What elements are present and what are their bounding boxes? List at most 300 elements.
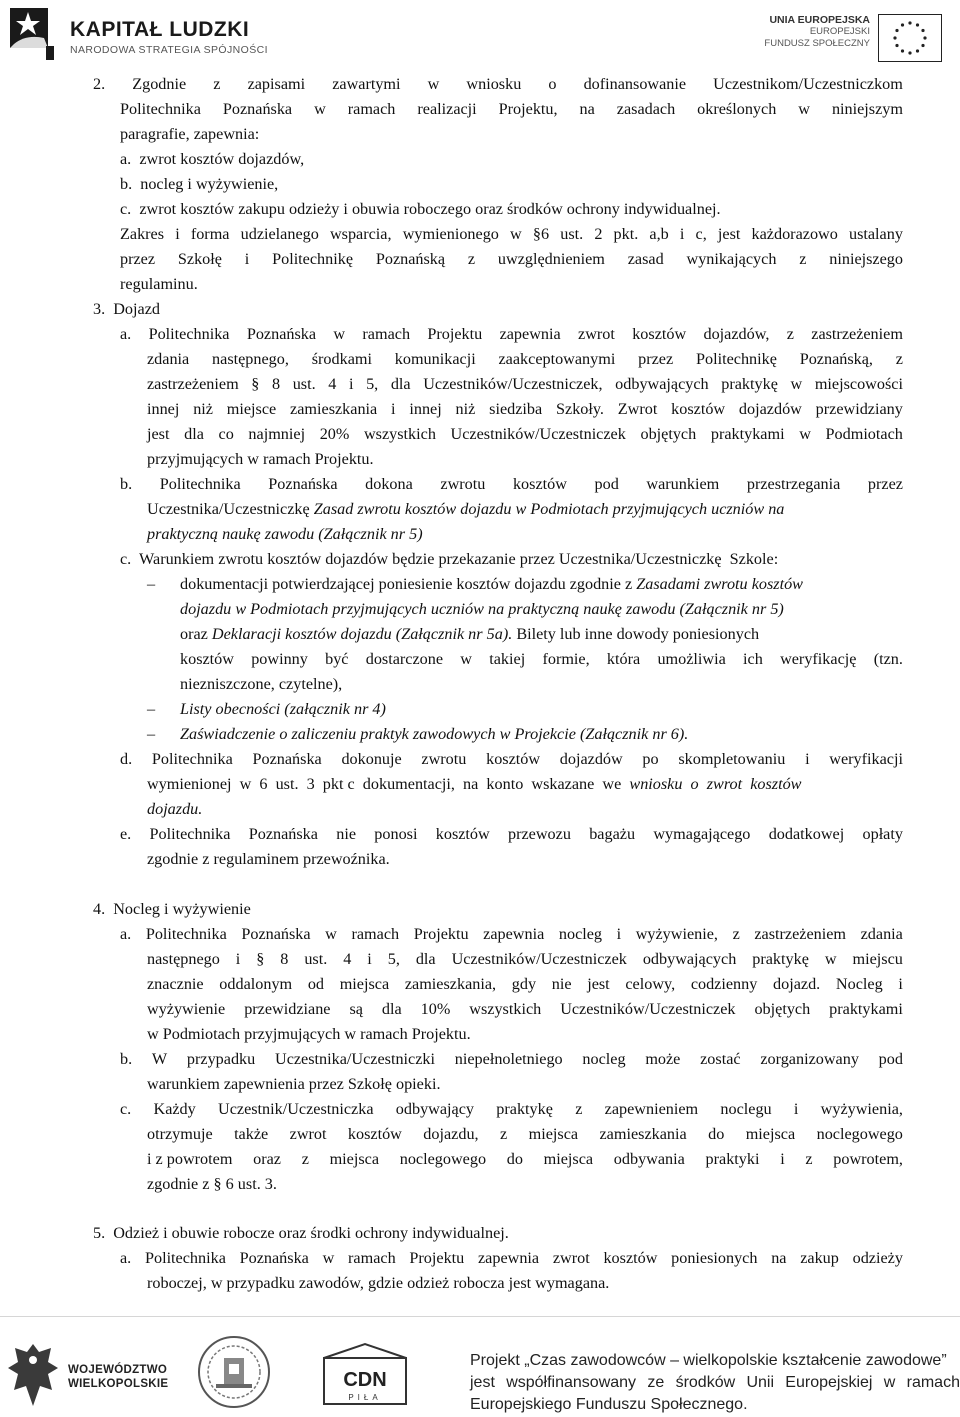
word: z xyxy=(467,250,476,268)
word: zapisami xyxy=(247,75,306,93)
word: zapewnia xyxy=(483,925,545,943)
word: kosztów xyxy=(435,825,490,843)
politechnika-poznanska-seal-icon xyxy=(196,1334,272,1410)
word: także xyxy=(234,1125,269,1143)
word: wszystkich xyxy=(469,1000,542,1018)
word: przewidziany xyxy=(815,400,903,418)
word: 2. xyxy=(93,75,106,93)
word: ich xyxy=(743,650,763,668)
text-line xyxy=(120,750,903,769)
word: Politechnikę xyxy=(272,250,354,268)
word: zwrot xyxy=(552,1249,590,1267)
word: w xyxy=(824,950,837,968)
word: ponosi xyxy=(374,825,418,843)
text-line xyxy=(180,625,759,644)
word: Politechnika xyxy=(145,925,227,943)
text-line: przyjmujących w ramach Projektu. xyxy=(147,450,374,468)
word: a,b xyxy=(649,225,669,243)
word: noclegowego xyxy=(399,1150,487,1168)
form-reference: dojazdu. xyxy=(147,800,203,818)
wielkopolska-eagle-crest-icon xyxy=(6,1340,60,1410)
word: ramach xyxy=(906,1374,960,1391)
word: jest xyxy=(147,425,170,443)
text-line: roboczej, w przypadku zawodów, gdzie odzież robocza jest wymagana. xyxy=(147,1274,610,1292)
word: Politechnika xyxy=(149,825,231,843)
word: weryfikację xyxy=(780,650,857,668)
word: miejsca xyxy=(339,975,390,993)
text-line: zgodnie z regulaminem przewoźnika. xyxy=(147,850,390,868)
word: takiej xyxy=(489,650,526,668)
word: w xyxy=(798,100,810,118)
word: dojazdów xyxy=(738,400,802,418)
word: miejsca xyxy=(329,1150,380,1168)
word: Poznańska xyxy=(239,1249,309,1267)
word: miejsca xyxy=(528,1125,579,1143)
word: praktykę xyxy=(496,1100,553,1118)
word: co xyxy=(218,425,234,443)
list-item: b. nocleg i wyżywienie, xyxy=(120,175,279,193)
word: dokona xyxy=(365,475,413,493)
word: z xyxy=(213,75,221,93)
word: Poznańska xyxy=(222,100,293,118)
word: i xyxy=(679,225,685,243)
word: Uczestników/Uczestniczek xyxy=(451,950,627,968)
word: Poznańska xyxy=(268,475,338,493)
word: Projektu, xyxy=(498,100,558,118)
project-line: Projekt „Czas zawodowców – wielkopolskie kształcenie zawodowe” xyxy=(470,1352,947,1369)
word: Poznańska xyxy=(252,750,322,768)
wielkopolska-line: WIELKOPOLSKIE xyxy=(68,1378,169,1390)
word: z xyxy=(895,350,903,368)
word: jest xyxy=(717,225,741,243)
word: udzielanego xyxy=(240,225,319,243)
word: siedziba xyxy=(489,400,543,418)
word: przestrzegania xyxy=(746,475,841,493)
word: zakup xyxy=(800,1249,839,1267)
text-line xyxy=(93,75,903,94)
word: przewidziane xyxy=(244,1000,331,1018)
word: poniesionych xyxy=(671,1249,758,1267)
word: Politechnikę xyxy=(695,350,777,368)
word: Politechnika xyxy=(120,100,201,118)
word: niepełnoletniego xyxy=(454,1050,563,1068)
word: praktyki xyxy=(705,1150,760,1168)
word: wymagającego xyxy=(653,825,751,843)
word: 4 xyxy=(343,950,352,968)
cdn-logo-text: CDN xyxy=(343,1369,387,1391)
word: w xyxy=(314,100,326,118)
word: jest xyxy=(470,1374,495,1391)
word: odbywający xyxy=(395,1100,475,1118)
word: i xyxy=(780,1150,785,1168)
word: na xyxy=(771,1249,787,1267)
word: dostarczone xyxy=(365,650,444,668)
word: wyżywienie xyxy=(147,1000,226,1018)
text-line: c. Warunkiem zwrotu kosztów dojazdów będzie przekazanie przez Uczestnika/Uczestniczkę Szkole: xyxy=(120,550,779,568)
word: § xyxy=(251,375,260,393)
wielkopolska-label xyxy=(68,1363,168,1391)
word: dla xyxy=(381,1000,402,1018)
word: Politechnika xyxy=(144,1249,226,1267)
section-heading-odziez: 5. Odzież i obuwie robocze oraz środki ochrony indywidualnej. xyxy=(93,1224,509,1242)
text-line: regulaminu. xyxy=(120,275,198,293)
word: Uczestnik/Uczestniczka xyxy=(218,1100,374,1118)
word: dodatkowej xyxy=(768,825,845,843)
word: noclegowego xyxy=(816,1125,903,1143)
word: a. xyxy=(120,1249,132,1267)
text-segment: dokumentacji potwierdzającej poniesienie kosztów dojazdu zgodnie z xyxy=(180,575,637,593)
text-line xyxy=(147,975,903,994)
text-line xyxy=(120,925,903,944)
word: z xyxy=(799,250,807,268)
word: formie, xyxy=(542,650,590,668)
word: w xyxy=(883,1374,896,1391)
text-line xyxy=(180,600,784,619)
word: środków xyxy=(675,1374,736,1391)
word: i xyxy=(391,400,396,418)
dash-bullet: – xyxy=(147,700,156,718)
word: z xyxy=(575,1100,583,1118)
word: w xyxy=(322,1249,335,1267)
word: wszystkich xyxy=(363,425,436,443)
word: współfinansowany xyxy=(506,1374,637,1391)
text-line xyxy=(120,475,903,494)
word: i xyxy=(244,250,250,268)
attachment-reference: dojazdu w Podmiotach przyjmujących uczniów na praktyczną naukę zawodu (Załącznik nr 5) xyxy=(180,600,784,618)
word: 2 xyxy=(594,225,603,243)
text-line xyxy=(180,700,386,719)
word: i xyxy=(616,925,622,943)
word: zamieszkania xyxy=(290,400,378,418)
word: zapewnia xyxy=(499,325,561,343)
word: niż xyxy=(193,400,213,418)
word: najmniej xyxy=(248,425,306,443)
word: praktykę xyxy=(721,375,778,393)
word: od xyxy=(307,975,325,993)
word: miejsca xyxy=(745,1125,796,1143)
word: zwrot xyxy=(578,325,615,343)
word: Projektu xyxy=(427,325,483,343)
word: ust. xyxy=(560,225,584,243)
word: która xyxy=(606,650,641,668)
word: wymienionego xyxy=(402,225,499,243)
word: dojazdów, xyxy=(703,325,770,343)
word: ramach xyxy=(362,325,411,343)
word: przewozu xyxy=(508,825,571,843)
word: gdy xyxy=(511,975,537,993)
word: kosztów xyxy=(180,650,234,668)
text-line xyxy=(180,725,688,744)
text-line xyxy=(147,1000,903,1019)
word: realizacji xyxy=(417,100,477,118)
word: o xyxy=(548,75,557,93)
word: Nocleg xyxy=(835,975,883,993)
project-info xyxy=(470,1350,960,1416)
word: odbywających xyxy=(615,375,709,393)
word: Zgodnie xyxy=(132,75,187,93)
word: pod xyxy=(878,1050,903,1068)
word: Projektu xyxy=(409,1249,465,1267)
word: §6 xyxy=(532,225,550,243)
text-segment: Bilety lub inne dowody poniesionych xyxy=(512,625,760,643)
word: Uczestników/Uczestniczek, xyxy=(423,375,603,393)
word: zwrotu xyxy=(421,750,467,768)
word: zawartymi xyxy=(332,75,401,93)
word: e. xyxy=(120,825,132,843)
word: i xyxy=(898,975,903,993)
word: do xyxy=(506,1150,523,1168)
word: a. xyxy=(120,925,132,943)
word: dojazdu, xyxy=(423,1125,479,1143)
form-reference: wniosku o zwrot kosztów xyxy=(629,775,802,793)
word: znacznie xyxy=(147,975,204,993)
kapital-ludzki-logo-icon xyxy=(8,4,58,62)
word: Poznańska xyxy=(246,325,317,343)
text-line xyxy=(120,1050,903,1069)
word: odbywających xyxy=(642,950,737,968)
text-segment: oraz xyxy=(180,625,212,643)
cdn-logo-subtext: PIŁA xyxy=(348,1393,382,1402)
word: niż xyxy=(455,400,476,418)
word: kosztów xyxy=(347,1125,402,1143)
word: zwrotu xyxy=(440,475,486,493)
word: miejscu xyxy=(852,950,903,968)
word: Poznańską, xyxy=(799,350,873,368)
word: kosztów xyxy=(486,750,541,768)
attachment-reference: praktyczną naukę zawodu (Załącznik nr 5) xyxy=(147,525,423,543)
word: może xyxy=(645,1050,681,1068)
attachment-reference: Zaświadczenie o zaliczeniu praktyk zawodowych w Projekcie (Załącznik nr 6). xyxy=(180,725,689,743)
word: 8 xyxy=(271,375,281,393)
word: z xyxy=(786,325,794,343)
word: następnego, xyxy=(212,350,289,368)
word: codzienny xyxy=(690,975,758,993)
word: zapewnieniem xyxy=(604,1100,699,1118)
word: i xyxy=(793,1100,799,1118)
efs-label-line1: EUROPEJSKI xyxy=(809,26,870,37)
word: ze xyxy=(647,1374,665,1391)
kapital-ludzki-title: KAPITAŁ LUDZKI xyxy=(70,18,250,41)
word: wynikających xyxy=(686,250,777,268)
word: pod xyxy=(594,475,619,493)
word: W xyxy=(151,1050,168,1068)
text-line xyxy=(147,775,801,794)
page-footer xyxy=(0,1316,960,1417)
section-heading-nocleg: 4. Nocleg i wyżywienie xyxy=(93,900,251,918)
word: dla xyxy=(415,950,436,968)
word: i xyxy=(805,750,810,768)
word: Politechnika xyxy=(151,750,233,768)
word: objętych xyxy=(640,425,697,443)
word: niniejszego xyxy=(829,250,903,268)
attachment-reference: Zasadami zwrotu kosztów xyxy=(636,575,803,593)
word: być xyxy=(325,650,349,668)
word: i xyxy=(348,375,354,393)
section-heading-dojazd: 3. Dojazd xyxy=(93,300,160,318)
word: d. xyxy=(120,750,133,768)
text-line xyxy=(120,1100,903,1119)
word: c, xyxy=(695,225,707,243)
word: zasadach xyxy=(616,100,676,118)
word: oraz xyxy=(253,1150,281,1168)
word: nie xyxy=(336,825,357,843)
text-line xyxy=(120,225,903,244)
word: i xyxy=(175,225,180,243)
word: odzieży xyxy=(852,1249,903,1267)
word: nocleg xyxy=(558,925,603,943)
word: zostać xyxy=(700,1050,741,1068)
word: odbywania xyxy=(613,1150,685,1168)
word: dla xyxy=(390,375,411,393)
attachment-reference: Zasad zwrotu kosztów dojazdu w Podmiotach przyjmujących uczniów na xyxy=(313,500,785,518)
word: zdania xyxy=(860,925,903,943)
word: z xyxy=(301,1150,309,1168)
text-line xyxy=(120,825,903,844)
word: Poznańska xyxy=(241,925,311,943)
word: 5, xyxy=(366,375,379,393)
word: Uczestnikom/Uczestniczkom xyxy=(713,75,903,93)
text-line xyxy=(147,425,903,444)
word: Poznańską xyxy=(375,250,446,268)
text-line xyxy=(180,575,803,594)
word: następnego xyxy=(147,950,220,968)
word: dla xyxy=(184,425,204,443)
text-line xyxy=(147,525,423,544)
word: 5, xyxy=(387,950,400,968)
text-line xyxy=(120,100,903,119)
word: środkami xyxy=(311,350,372,368)
word: § xyxy=(256,950,265,968)
dash-bullet: – xyxy=(147,575,156,593)
word: 10% xyxy=(420,1000,451,1018)
word: otrzymuje xyxy=(147,1125,213,1143)
word: praktykami xyxy=(829,1000,903,1018)
word: komunikacji xyxy=(394,350,476,368)
word: oddalonym xyxy=(219,975,293,993)
word: zamieszkania, xyxy=(404,975,497,993)
eu-label: UNIA EUROPEJSKA xyxy=(769,14,870,26)
word: ramach xyxy=(348,1249,396,1267)
word: zamieszkania xyxy=(599,1125,687,1143)
word: jest xyxy=(587,975,610,993)
cdn-pila-logo-icon xyxy=(320,1342,410,1408)
eu-flag-icon xyxy=(878,14,942,62)
word: zastrzeżeniem xyxy=(811,325,903,343)
word: kosztów xyxy=(671,400,726,418)
word: i xyxy=(235,950,241,968)
word: praktykami xyxy=(710,425,785,443)
word: w xyxy=(510,225,522,243)
word: skompletowaniu xyxy=(678,750,786,768)
word: kosztów xyxy=(512,475,567,493)
word: ustalany xyxy=(848,225,903,243)
word: Zakres xyxy=(120,225,165,243)
word: ust. xyxy=(304,950,328,968)
word: a. xyxy=(120,325,132,343)
word: Unii xyxy=(746,1374,774,1391)
word: b. xyxy=(120,1050,133,1068)
word: z xyxy=(732,925,740,943)
word: miejsce xyxy=(226,400,277,418)
text-line xyxy=(147,500,784,519)
word: Projektu xyxy=(413,925,469,943)
word: dofinansowanie xyxy=(583,75,687,93)
word: powinny xyxy=(251,650,308,668)
word: zaakceptowanymi xyxy=(498,350,616,368)
page-header xyxy=(0,0,960,70)
word: Politechnika xyxy=(148,325,230,343)
word: dokonuje xyxy=(341,750,402,768)
word: zdania xyxy=(147,350,190,368)
kapital-ludzki-subtitle: NARODOWA STRATEGIA SPÓJNOŚCI xyxy=(70,44,268,56)
word: Poznańska xyxy=(248,825,318,843)
word: wniosku xyxy=(466,75,522,93)
word: celowy, xyxy=(625,975,676,993)
text-line: paragrafie, zapewnia: xyxy=(120,125,260,143)
word: niniejszym xyxy=(831,100,903,118)
word: ust. xyxy=(292,375,316,393)
word: i xyxy=(367,950,372,968)
word: dojazdów xyxy=(559,750,623,768)
word: przypadku xyxy=(186,1050,256,1068)
word: (tzn. xyxy=(873,650,903,668)
word: do xyxy=(708,1125,725,1143)
project-line: Europejskiego Funduszu Społecznego. xyxy=(470,1396,748,1413)
word: na xyxy=(579,100,595,118)
text-segment: wymienionej w 6 ust. 3 pkt c dokumentacji, na konto wskazane we xyxy=(147,775,630,793)
text-line xyxy=(147,1150,903,1169)
word: po xyxy=(642,750,659,768)
word: w xyxy=(427,75,440,93)
word: zastrzeżeniem xyxy=(147,375,239,393)
word: w xyxy=(333,325,346,343)
word: Uczestników/Uczestniczek xyxy=(450,425,626,443)
word: wyżywienia, xyxy=(820,1100,903,1118)
word: zorganizowany xyxy=(760,1050,859,1068)
word: Szkoły. xyxy=(556,400,604,418)
word: są xyxy=(349,1000,363,1018)
word: Podmiotach xyxy=(825,425,903,443)
word: wsparcia, xyxy=(329,225,392,243)
word: 4 xyxy=(328,375,337,393)
word: nocleg xyxy=(582,1050,626,1068)
text-line xyxy=(120,325,903,344)
dash-bullet: – xyxy=(147,725,156,743)
text-line xyxy=(147,800,202,819)
word: określonych xyxy=(697,100,777,118)
word: kosztów xyxy=(603,1249,658,1267)
text-line xyxy=(180,650,903,669)
word: warunkiem xyxy=(646,475,720,493)
eu-logo xyxy=(764,14,942,62)
text-line xyxy=(147,1125,903,1144)
text-line xyxy=(147,400,903,419)
text-line xyxy=(147,950,903,969)
word: uwzględnieniem xyxy=(497,250,605,268)
footer-divider xyxy=(0,1316,960,1317)
word: i z powrotem xyxy=(147,1150,233,1168)
word: miejsca xyxy=(543,1150,594,1168)
text-line: w Podmiotach przyjmujących w ramach Projektu. xyxy=(147,1025,471,1043)
word: Uczestnika/Uczestniczki xyxy=(275,1050,436,1068)
word: nie xyxy=(551,975,572,993)
word: w xyxy=(799,425,811,443)
word: ramach xyxy=(351,925,400,943)
word: innej xyxy=(147,400,180,418)
word: przez xyxy=(120,250,156,268)
word: noclegu xyxy=(720,1100,772,1118)
attachment-reference: Listy obecności (załącznik nr 4) xyxy=(180,700,386,718)
